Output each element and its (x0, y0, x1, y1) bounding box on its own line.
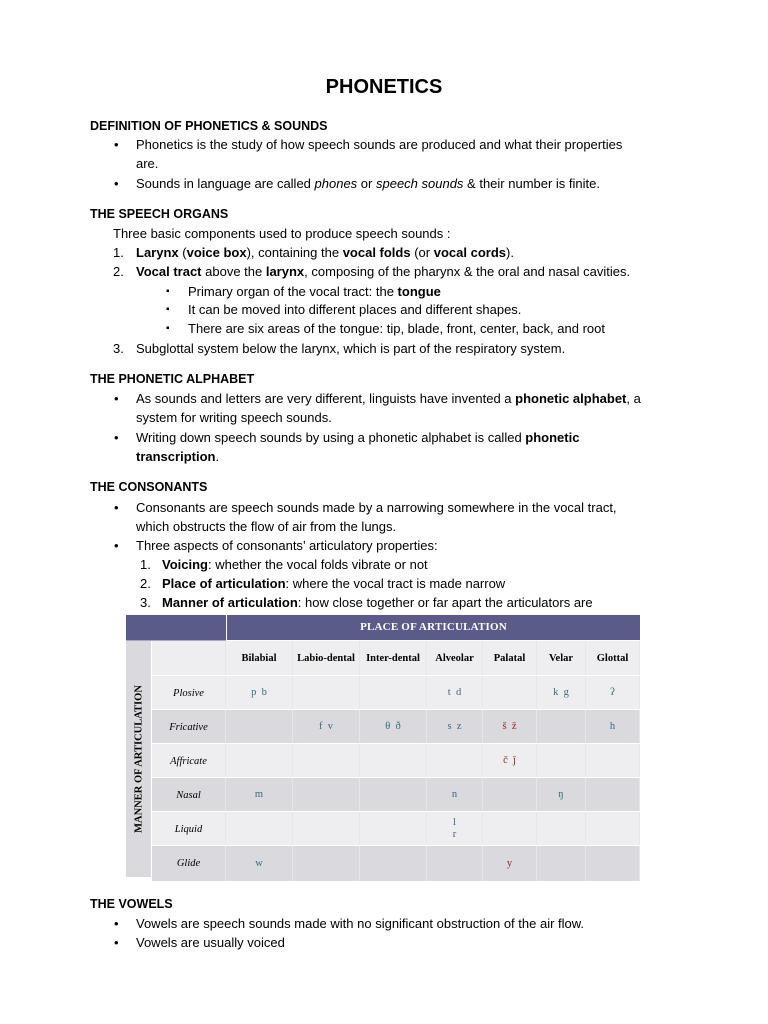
table-header-row (152, 641, 640, 675)
table-row (152, 709, 640, 744)
heading-phonetic-alphabet: THE PHONETIC ALPHABET (90, 372, 255, 386)
table-cell (427, 744, 483, 778)
table-cell: s z (427, 710, 483, 744)
heading-consonants: THE CONSONANTS (90, 480, 208, 494)
bullet-vowels-2: • Vowels are usually voiced (136, 935, 285, 951)
table-cell (537, 812, 586, 846)
row-label: Affricate (152, 744, 226, 778)
consonant-aspect-2: 2. Place of articulation: where the vocal tract is made narrow (140, 576, 506, 591)
bullet-definition-1: • Phonetics is the study of how speech sounds are produced and what their properties (136, 137, 622, 153)
table-cell (537, 744, 586, 778)
table-cell: y (483, 846, 537, 881)
table-cell: p b (226, 676, 293, 710)
table-cell: t d (427, 676, 483, 710)
table-cell: n (427, 778, 483, 812)
bullet-consonants-1: • Consonants are speech sounds made by a narrowing somewhere in the vocal tract, (136, 500, 617, 516)
header-empty-cell (152, 641, 226, 675)
bullet-consonants-2: • Three aspects of consonants’ articulatory properties: (136, 538, 438, 554)
table-cell (427, 846, 483, 881)
table-cell (586, 778, 640, 812)
organs-item-1: 1. Larynx (voice box), containing the vocal folds (or vocal cords). (113, 245, 514, 260)
table-cell (483, 676, 537, 710)
organs-subitem-2: ▪ It can be moved into different places and different shapes. (188, 302, 521, 318)
table-corner (126, 615, 226, 641)
page-title: PHONETICS (325, 76, 443, 98)
table-cell (537, 710, 586, 744)
heading-definition: DEFINITION OF PHONETICS & SOUNDS (90, 119, 328, 133)
column-header: Palatal (483, 641, 537, 675)
table-row (152, 675, 640, 710)
consonant-aspect-1: 1. Voicing: whether the vocal folds vibrate or not (140, 557, 428, 572)
table-cell: k g (537, 676, 586, 710)
table-cell (586, 744, 640, 778)
table-cell (360, 778, 427, 812)
table-cell (360, 812, 427, 846)
organs-intro: Three basic components used to produce speech sounds : (113, 226, 451, 241)
table-cell (226, 812, 293, 846)
table-cell (226, 710, 293, 744)
table-cell: ʔ (586, 676, 640, 710)
column-header: Glottal (586, 641, 640, 675)
row-label: Nasal (152, 778, 226, 812)
table-cell (360, 744, 427, 778)
table-side-header: MANNER OF ARTICULATION (126, 641, 151, 877)
bullet-consonants-1-cont: which obstructs the flow of air from the lungs. (136, 519, 397, 534)
table-row (152, 811, 640, 846)
table-cell (293, 846, 360, 881)
organs-subitem-1: ▪ Primary organ of the vocal tract: the tongue (188, 284, 441, 300)
table-cell (293, 778, 360, 812)
column-header: Inter-dental (360, 641, 427, 675)
consonant-chart (126, 615, 640, 877)
table-cell: w (226, 846, 293, 881)
table-cell: š ž (483, 710, 537, 744)
organs-subitem-3: ▪ There are six areas of the tongue: tip, blade, front, center, back, and root (188, 321, 605, 337)
row-label: Fricative (152, 710, 226, 744)
table-cell: h (586, 710, 640, 744)
column-header: Velar (537, 641, 586, 675)
bullet-alphabet-2-cont: transcription. (136, 449, 220, 464)
table-cell: l r (427, 812, 483, 846)
bullet-definition-1-cont: are. (136, 156, 159, 171)
table-cell (586, 846, 640, 881)
table-cell (360, 676, 427, 710)
bullet-vowels-1: • Vowels are speech sounds made with no significant obstruction of the air flow. (136, 916, 584, 932)
column-header: Alveolar (427, 641, 483, 675)
table-row (152, 845, 640, 881)
table-cell (586, 812, 640, 846)
bullet-alphabet-1-cont: system for writing speech sounds. (136, 410, 332, 425)
bullet-alphabet-2: • Writing down speech sounds by using a phonetic alphabet is called phonetic (136, 430, 579, 446)
table-cell (483, 778, 537, 812)
heading-speech-organs: THE SPEECH ORGANS (90, 207, 229, 221)
organs-item-2: 2. Vocal tract above the larynx, composing of the pharynx & the oral and nasal cavities. (113, 264, 631, 279)
table-cell: č ǰ (483, 744, 537, 778)
row-label: Plosive (152, 676, 226, 710)
table-cell (293, 812, 360, 846)
table-cell (537, 846, 586, 881)
row-label: Glide (152, 846, 226, 881)
column-header: Bilabial (226, 641, 293, 675)
table-cell (483, 812, 537, 846)
table-cell: θ ð (360, 710, 427, 744)
bullet-alphabet-1: • As sounds and letters are very different, linguists have invented a phonetic alphabet, a (136, 391, 641, 407)
bullet-definition-2: • Sounds in language are called phones or speech sounds & their number is finite. (136, 176, 600, 192)
heading-vowels: THE VOWELS (90, 897, 173, 911)
table-row (152, 777, 640, 812)
table-cell: m (226, 778, 293, 812)
consonant-aspect-3: 3. Manner of articulation: how close together or far apart the articulators are (140, 595, 593, 610)
table-cell (226, 744, 293, 778)
organs-item-3: 3. Subglottal system below the larynx, which is part of the respiratory system. (113, 341, 566, 356)
table-cell (293, 676, 360, 710)
table-row (152, 743, 640, 778)
table-top-header: PLACE OF ARTICULATION (227, 615, 640, 640)
table-cell: ŋ (537, 778, 586, 812)
table-cell (293, 744, 360, 778)
table-cell: f v (293, 710, 360, 744)
row-label: Liquid (152, 812, 226, 846)
column-header: Labio-dental (293, 641, 360, 675)
table-cell (360, 846, 427, 881)
